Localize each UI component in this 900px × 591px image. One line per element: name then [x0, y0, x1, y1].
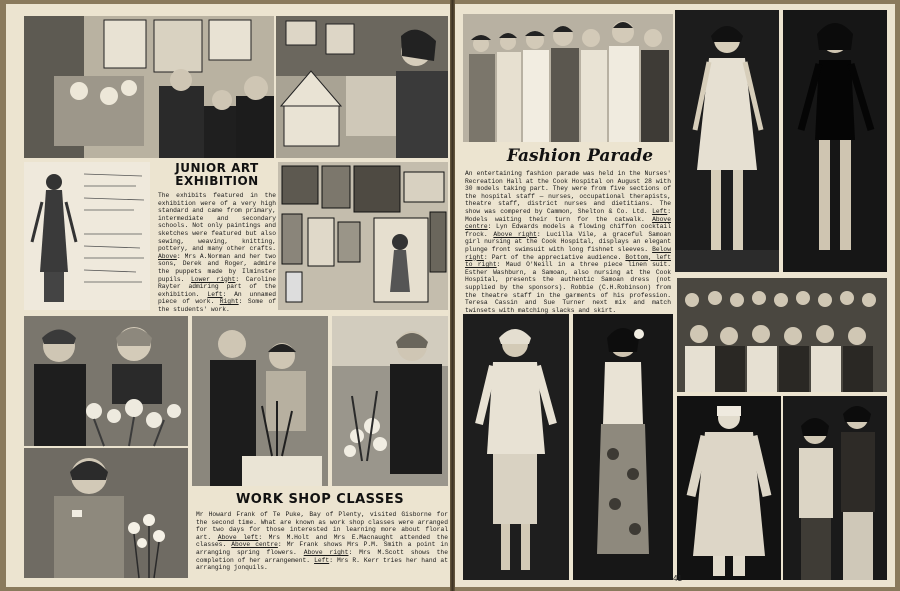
fashion-caption-left-text: : Models waiting their turn for the catwalk. — [465, 207, 671, 223]
junior-art-caption-lower-tag: Lower right — [191, 275, 236, 283]
right-page — [455, 4, 895, 587]
junior-art-caption-above-tag: Above — [158, 252, 177, 260]
workshop-caption-above-centre-text: : Mr Frank shows Mrs P.M. Smith a point in arranging spring flowers. — [196, 541, 448, 556]
photo-audience — [677, 278, 887, 392]
junior-art-caption-above-text: : Mrs A.Norman and her two sons, Derek and Roger, admire the puppets made by Ilminster pupils. — [158, 252, 276, 283]
workshop-body-text: Mr Howard Frank of Te Puke, Bay of Plenty, visited Gisborne for the second time. What are known as work shop classes were arranged for two days for those interested in learning more about floral art. — [196, 511, 448, 541]
workshop-body — [196, 511, 448, 581]
photo-lucilla-vile — [783, 10, 887, 272]
workshop-caption-above-right-text: : Mrs M.Scott shows the completion of her arrangement. — [196, 548, 448, 564]
junior-art-body — [158, 192, 277, 313]
fashion-parade-title: Fashion Parade — [506, 146, 654, 166]
photo-esther-washburn — [573, 314, 673, 580]
fashion-caption-above-right-tag: Above right — [493, 230, 537, 238]
photo-frank-smith — [192, 316, 328, 486]
fashion-caption-below-right-tag: Below right — [465, 245, 671, 261]
junior-art-caption-right-tag: Right — [219, 298, 239, 306]
fashion-caption-above-centre-tag: Above centre — [465, 215, 671, 231]
workshop-caption-above-right-tag: Above right — [303, 548, 349, 556]
junior-art-title-line1: JUNIOR ART — [175, 161, 259, 175]
workshop-caption-left-tag: Left — [314, 556, 330, 564]
photo-scott-arrangement — [332, 316, 448, 486]
junior-art-title-line2: EXHIBITION — [175, 174, 259, 188]
junior-art-caption-lower-text: : Caroline Rayter admiring part of the exhibition. — [158, 275, 276, 298]
fashion-caption-below-right-text: : Part of the appreciative audience. — [483, 253, 622, 261]
fashion-body-intro: An entertaining fashion parade was held in the Nurses' Recreation Hall at the Cook Hospital on August 28 with 30 models taking part. They were from five sections of the hospital staff — nurses, occupational therapists, theatre staff, district nurses and dietitians. The show was compered by Cammon, Shelton & Co. Ltd. — [465, 170, 671, 215]
junior-art-body-text: The exhibits featured in the exhibition were of a very high standard and came from primary, intermediate and secondary schools. Not only paintings and sketches were featured but also sewing, weaving, knitting, pottery, and many other crafts. — [158, 192, 276, 253]
photo-artwork-figure — [24, 162, 150, 310]
photo-lyn-edwards — [675, 10, 779, 272]
junior-art-title — [158, 162, 276, 188]
page-number: 41 — [673, 574, 682, 583]
junior-art-caption-right-text: : Some of the students' work. — [158, 298, 277, 313]
photo-kerr-jonquils — [24, 448, 188, 578]
junior-art-caption-left-text: : An unnamed piece of work. — [158, 290, 276, 306]
fashion-caption-above-right-text: : Lucilla Vile, a graceful Samoan girl nursing at the Cook Hospital, displays an elegant plunge front swimsuit with long fishnet sleeves. — [465, 230, 671, 253]
photo-cassin-turner — [783, 396, 887, 580]
workshop-caption-above-left-text: : Mrs M.Holt and Mrs E.Macnaught attended the classes. — [196, 533, 448, 549]
workshop-title: WORK SHOP CLASSES — [235, 492, 405, 507]
workshop-caption-above-left-tag: Above left — [217, 533, 259, 541]
workshop-caption-left-text: : Mrs R. Kerr tries her hand at arranging jonquils. — [196, 556, 448, 572]
junior-art-caption-left-tag: Left — [207, 290, 223, 298]
photo-girl-at-exhibit — [276, 16, 448, 158]
fashion-caption-above-centre-text: : Lyn Edwards models a flowing chiffon cocktail frock. — [465, 223, 671, 238]
photo-students-work — [278, 162, 448, 310]
photo-models-waiting — [463, 14, 673, 142]
photo-robbie-theatre — [677, 396, 781, 580]
fashion-body — [465, 170, 671, 314]
photo-holt-macnaught — [24, 316, 188, 446]
workshop-caption-above-centre-tag: Above centre — [231, 541, 278, 549]
left-page — [6, 4, 450, 587]
photo-puppets-exhibit — [24, 16, 274, 158]
fashion-caption-bottom-tag: Bottom, left to right — [465, 253, 671, 269]
photo-maud-oneill — [463, 314, 569, 580]
fashion-caption-bottom-text: : Maud O'Neill in a three piece linen suit. Esther Washburn, a Samoan, also nursing at the Cook Hospital, presents the authentic Samoan dress (not supplied by the sponsors). Robbie (C.H.Robinson) from the theatre staff in the garments of his profession. Teresa Cassin and Sue Turner next mix and match twinsets with matching slacks and skirt. — [465, 261, 671, 314]
fashion-caption-left-tag: Left — [652, 207, 668, 215]
